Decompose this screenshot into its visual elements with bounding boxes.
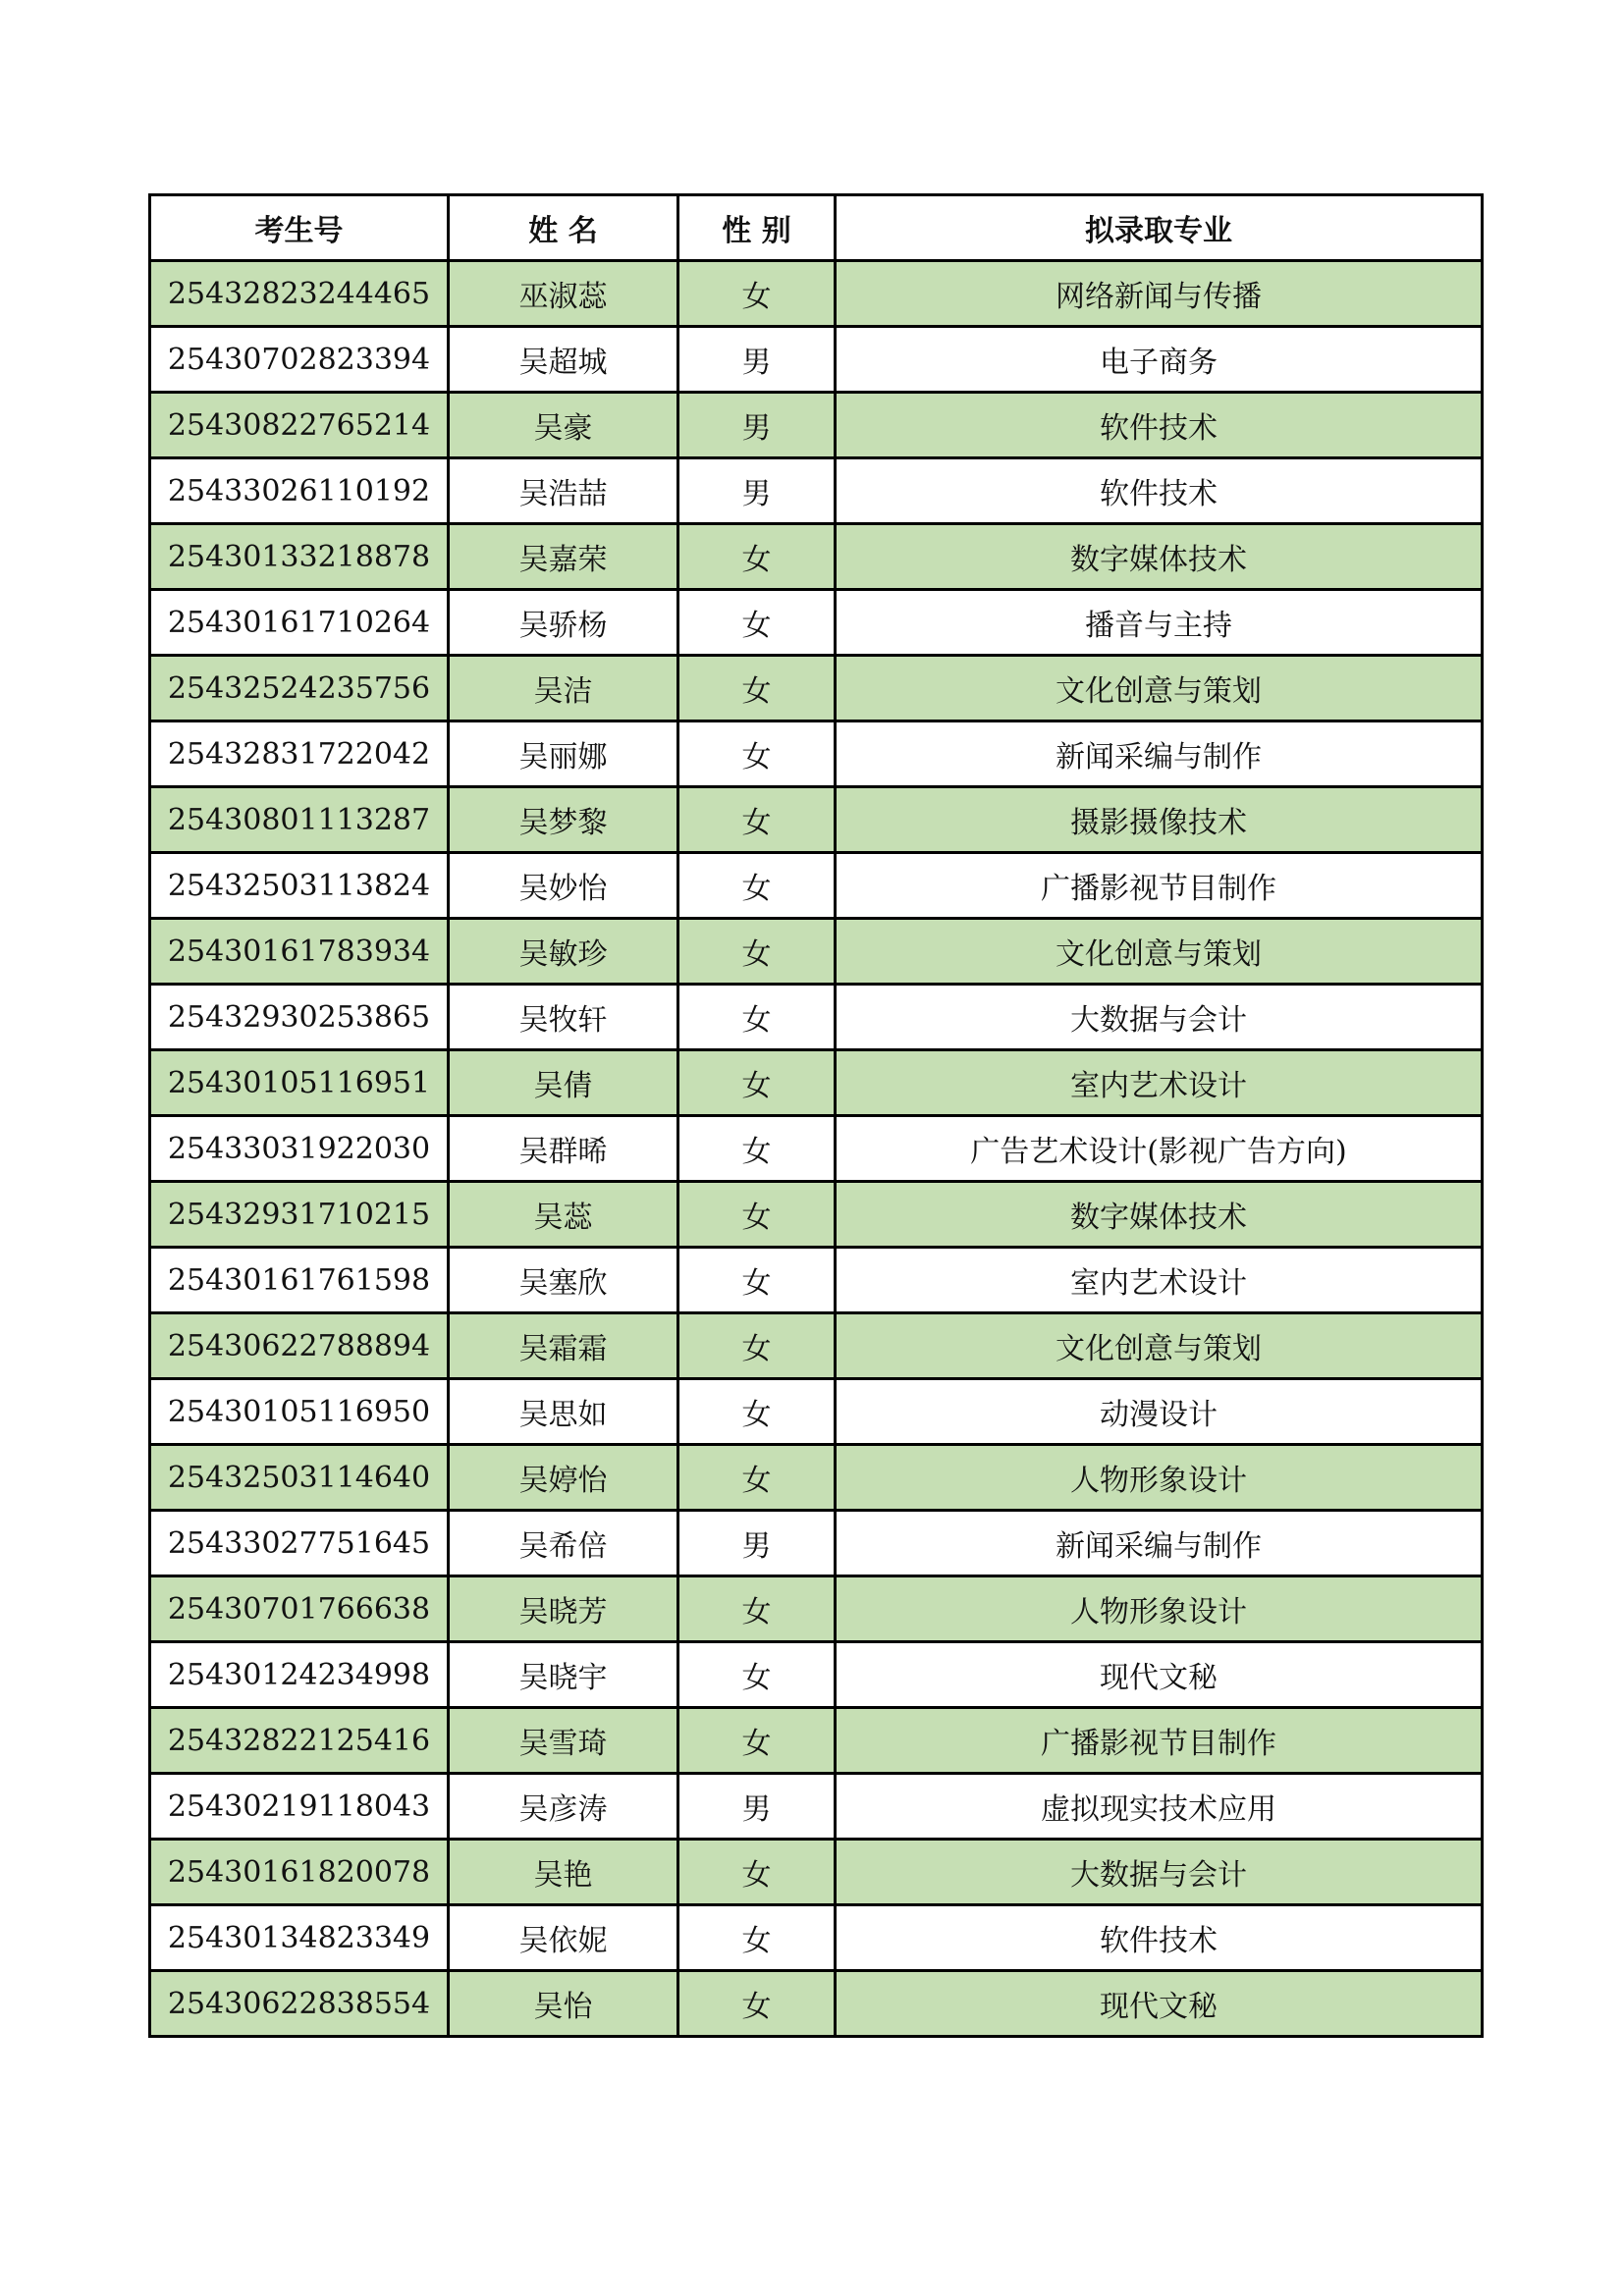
cell-name: 吴晓宇 bbox=[449, 1642, 678, 1708]
table-row bbox=[150, 1774, 1483, 1840]
cell-gender: 女 bbox=[678, 721, 836, 787]
table-row bbox=[150, 1576, 1483, 1642]
cell-name: 巫淑蕊 bbox=[449, 261, 678, 327]
cell-exam-id: 25430161761598 bbox=[150, 1248, 449, 1313]
cell-major: 大数据与会计 bbox=[836, 1840, 1483, 1905]
header-exam-id: 考生号 bbox=[150, 195, 449, 261]
cell-major: 软件技术 bbox=[836, 1905, 1483, 1971]
cell-name: 吴骄杨 bbox=[449, 590, 678, 656]
cell-exam-id: 25430161783934 bbox=[150, 919, 449, 985]
cell-exam-id: 25433031922030 bbox=[150, 1116, 449, 1182]
cell-major: 广播影视节目制作 bbox=[836, 1708, 1483, 1774]
cell-gender: 男 bbox=[678, 327, 836, 393]
cell-exam-id: 25430622838554 bbox=[150, 1971, 449, 2037]
cell-exam-id: 25430134823349 bbox=[150, 1905, 449, 1971]
table-row bbox=[150, 1971, 1483, 2037]
table-row bbox=[150, 919, 1483, 985]
cell-exam-id: 25430702823394 bbox=[150, 327, 449, 393]
cell-major: 广告艺术设计(影视广告方向) bbox=[836, 1116, 1483, 1182]
cell-name: 吴艳 bbox=[449, 1840, 678, 1905]
cell-gender: 女 bbox=[678, 656, 836, 721]
cell-gender: 女 bbox=[678, 985, 836, 1050]
cell-major: 新闻采编与制作 bbox=[836, 1511, 1483, 1576]
admission-list-table bbox=[148, 193, 1484, 2038]
cell-major: 室内艺术设计 bbox=[836, 1248, 1483, 1313]
table-row bbox=[150, 1905, 1483, 1971]
table-row bbox=[150, 1050, 1483, 1116]
table-row bbox=[150, 1379, 1483, 1445]
cell-exam-id: 25432930253865 bbox=[150, 985, 449, 1050]
table-row bbox=[150, 1840, 1483, 1905]
cell-name: 吴雪琦 bbox=[449, 1708, 678, 1774]
cell-gender: 女 bbox=[678, 1445, 836, 1511]
table-row bbox=[150, 327, 1483, 393]
cell-gender: 女 bbox=[678, 1116, 836, 1182]
cell-gender: 女 bbox=[678, 1379, 836, 1445]
cell-gender: 女 bbox=[678, 853, 836, 919]
cell-major: 广播影视节目制作 bbox=[836, 853, 1483, 919]
cell-gender: 女 bbox=[678, 1971, 836, 2037]
cell-gender: 女 bbox=[678, 261, 836, 327]
cell-gender: 女 bbox=[678, 1050, 836, 1116]
cell-major: 软件技术 bbox=[836, 458, 1483, 524]
table-body bbox=[150, 261, 1483, 2037]
cell-major: 新闻采编与制作 bbox=[836, 721, 1483, 787]
cell-major: 数字媒体技术 bbox=[836, 524, 1483, 590]
cell-name: 吴依妮 bbox=[449, 1905, 678, 1971]
cell-name: 吴群晞 bbox=[449, 1116, 678, 1182]
cell-name: 吴梦黎 bbox=[449, 787, 678, 853]
table-row bbox=[150, 1248, 1483, 1313]
cell-name: 吴丽娜 bbox=[449, 721, 678, 787]
cell-name: 吴洁 bbox=[449, 656, 678, 721]
cell-gender: 女 bbox=[678, 590, 836, 656]
cell-major: 大数据与会计 bbox=[836, 985, 1483, 1050]
cell-gender: 男 bbox=[678, 393, 836, 458]
table-row bbox=[150, 458, 1483, 524]
cell-exam-id: 25430701766638 bbox=[150, 1576, 449, 1642]
cell-exam-id: 25432503113824 bbox=[150, 853, 449, 919]
cell-name: 吴超城 bbox=[449, 327, 678, 393]
cell-major: 网络新闻与传播 bbox=[836, 261, 1483, 327]
cell-exam-id: 25430622788894 bbox=[150, 1313, 449, 1379]
cell-name: 吴晓芳 bbox=[449, 1576, 678, 1642]
cell-major: 文化创意与策划 bbox=[836, 656, 1483, 721]
cell-name: 吴妙怡 bbox=[449, 853, 678, 919]
cell-major: 现代文秘 bbox=[836, 1642, 1483, 1708]
cell-exam-id: 25430124234998 bbox=[150, 1642, 449, 1708]
cell-major: 播音与主持 bbox=[836, 590, 1483, 656]
cell-gender: 女 bbox=[678, 919, 836, 985]
cell-major: 数字媒体技术 bbox=[836, 1182, 1483, 1248]
cell-major: 虚拟现实技术应用 bbox=[836, 1774, 1483, 1840]
cell-gender: 女 bbox=[678, 1313, 836, 1379]
cell-exam-id: 25432931710215 bbox=[150, 1182, 449, 1248]
table-row bbox=[150, 1445, 1483, 1511]
header-row bbox=[150, 195, 1483, 261]
cell-gender: 女 bbox=[678, 524, 836, 590]
cell-major: 软件技术 bbox=[836, 393, 1483, 458]
cell-name: 吴蕊 bbox=[449, 1182, 678, 1248]
cell-major: 动漫设计 bbox=[836, 1379, 1483, 1445]
cell-exam-id: 25430133218878 bbox=[150, 524, 449, 590]
cell-gender: 女 bbox=[678, 1905, 836, 1971]
cell-name: 吴彦涛 bbox=[449, 1774, 678, 1840]
table-row bbox=[150, 1511, 1483, 1576]
cell-major: 人物形象设计 bbox=[836, 1576, 1483, 1642]
cell-major: 文化创意与策划 bbox=[836, 919, 1483, 985]
table-row bbox=[150, 787, 1483, 853]
cell-name: 吴浩喆 bbox=[449, 458, 678, 524]
cell-exam-id: 25432831722042 bbox=[150, 721, 449, 787]
cell-exam-id: 25430105116950 bbox=[150, 1379, 449, 1445]
cell-gender: 男 bbox=[678, 1774, 836, 1840]
cell-major: 文化创意与策划 bbox=[836, 1313, 1483, 1379]
cell-gender: 女 bbox=[678, 787, 836, 853]
cell-name: 吴塞欣 bbox=[449, 1248, 678, 1313]
cell-exam-id: 25432503114640 bbox=[150, 1445, 449, 1511]
table-row bbox=[150, 1708, 1483, 1774]
table-row bbox=[150, 524, 1483, 590]
cell-name: 吴霜霜 bbox=[449, 1313, 678, 1379]
cell-exam-id: 25433027751645 bbox=[150, 1511, 449, 1576]
cell-name: 吴婷怡 bbox=[449, 1445, 678, 1511]
cell-exam-id: 25432823244465 bbox=[150, 261, 449, 327]
cell-name: 吴希倍 bbox=[449, 1511, 678, 1576]
cell-gender: 女 bbox=[678, 1840, 836, 1905]
cell-gender: 女 bbox=[678, 1182, 836, 1248]
cell-major: 人物形象设计 bbox=[836, 1445, 1483, 1511]
cell-exam-id: 25432822125416 bbox=[150, 1708, 449, 1774]
table-row bbox=[150, 1182, 1483, 1248]
table-row bbox=[150, 1313, 1483, 1379]
cell-name: 吴敏珍 bbox=[449, 919, 678, 985]
table-row bbox=[150, 1642, 1483, 1708]
cell-major: 室内艺术设计 bbox=[836, 1050, 1483, 1116]
header-major: 拟录取专业 bbox=[836, 195, 1483, 261]
cell-exam-id: 25430161710264 bbox=[150, 590, 449, 656]
cell-gender: 女 bbox=[678, 1642, 836, 1708]
cell-exam-id: 25433026110192 bbox=[150, 458, 449, 524]
table-row bbox=[150, 721, 1483, 787]
header-name: 姓 名 bbox=[449, 195, 678, 261]
header-gender: 性 别 bbox=[678, 195, 836, 261]
cell-gender: 女 bbox=[678, 1576, 836, 1642]
cell-exam-id: 25430105116951 bbox=[150, 1050, 449, 1116]
cell-gender: 女 bbox=[678, 1248, 836, 1313]
cell-exam-id: 25430219118043 bbox=[150, 1774, 449, 1840]
cell-major: 摄影摄像技术 bbox=[836, 787, 1483, 853]
table-row bbox=[150, 985, 1483, 1050]
table-row bbox=[150, 393, 1483, 458]
table-row bbox=[150, 590, 1483, 656]
cell-name: 吴嘉荣 bbox=[449, 524, 678, 590]
cell-major: 电子商务 bbox=[836, 327, 1483, 393]
cell-gender: 女 bbox=[678, 1708, 836, 1774]
cell-exam-id: 25432524235756 bbox=[150, 656, 449, 721]
cell-name: 吴思如 bbox=[449, 1379, 678, 1445]
table-row bbox=[150, 261, 1483, 327]
cell-name: 吴豪 bbox=[449, 393, 678, 458]
cell-major: 现代文秘 bbox=[836, 1971, 1483, 2037]
cell-exam-id: 25430801113287 bbox=[150, 787, 449, 853]
table-row bbox=[150, 656, 1483, 721]
cell-gender: 男 bbox=[678, 458, 836, 524]
table-header bbox=[150, 195, 1483, 261]
table-row bbox=[150, 853, 1483, 919]
cell-exam-id: 25430822765214 bbox=[150, 393, 449, 458]
cell-name: 吴牧轩 bbox=[449, 985, 678, 1050]
cell-exam-id: 25430161820078 bbox=[150, 1840, 449, 1905]
cell-name: 吴怡 bbox=[449, 1971, 678, 2037]
cell-gender: 男 bbox=[678, 1511, 836, 1576]
cell-name: 吴倩 bbox=[449, 1050, 678, 1116]
table-row bbox=[150, 1116, 1483, 1182]
